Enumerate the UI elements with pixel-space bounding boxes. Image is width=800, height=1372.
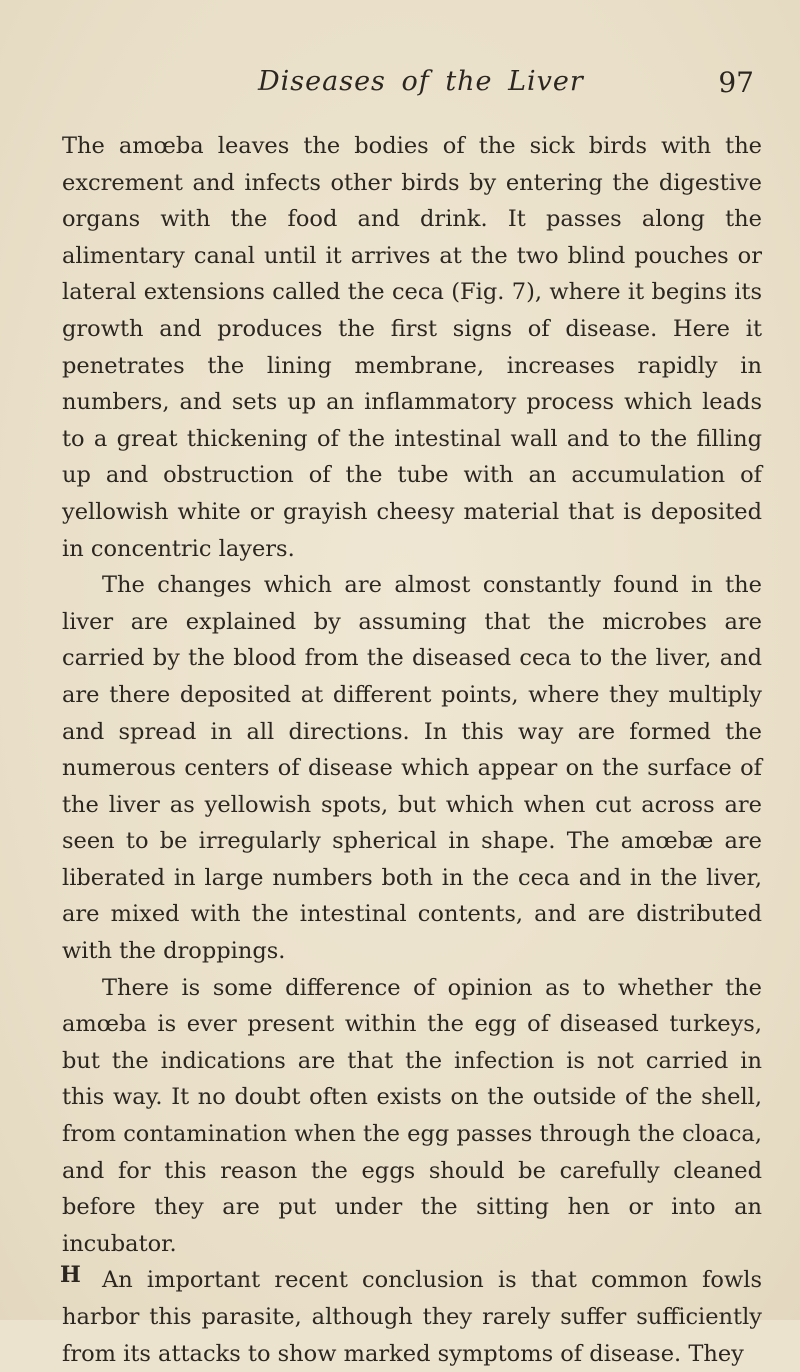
paragraph: The changes which are almost constantly found in the liver are explained by assuming that the microbes are carried by the blood from the diseased ceca to the liver, and are there deposited at different points, where they multiply and spread in all directions. In this way are formed the numerous centers of disease which appear on the surface of the liver as yellowish spots, but which when cut across are seen to be irregularly spherical in shape. The amœbæ are liberated in large numbers both in the ceca and in the liver, are mixed with the intestinal contents, and are distributed with the droppings. [62, 572, 762, 965]
signature-mark: H [60, 1262, 81, 1288]
running-head [60, 66, 760, 106]
paragraph: An important recent conclusion is that common fowls harbor this parasite, although they rarely suffer sufficiently from its attacks to show marked symptoms of disease. They [62, 1267, 762, 1367]
running-title: Diseases of the Liver [258, 66, 584, 97]
page-number: 97 [718, 66, 754, 99]
body-text [62, 128, 762, 1372]
paragraph: The amœba leaves the bodies of the sick birds with the excrement and infects other birds by entering the digestive organs with the food and drink. It passes along the alimentary canal until it arrives at the two blind pouches or lateral extensions called the ceca (Fig. 7), where it begins its growth and produces the first signs of disease. Here it penetrates the lining membrane, increases rapidly in numbers, and sets up an inflammatory process which leads to a great thickening of the intestinal wall and to the filling up and obstruction of the tube with an accumulation of yellowish white or grayish cheesy material that is deposited in concentric layers. [62, 133, 762, 562]
paragraph: There is some difference of opinion as to whether the amœba is ever present within the egg of diseased turkeys, but the indications are that the infection is not carried in this way. It no doubt often exists on the outside of the shell, from contamination when the egg passes through the cloaca, and for this reason the eggs should be carefully cleaned before they are put under the sitting hen or into an incubator. [62, 974, 762, 1257]
